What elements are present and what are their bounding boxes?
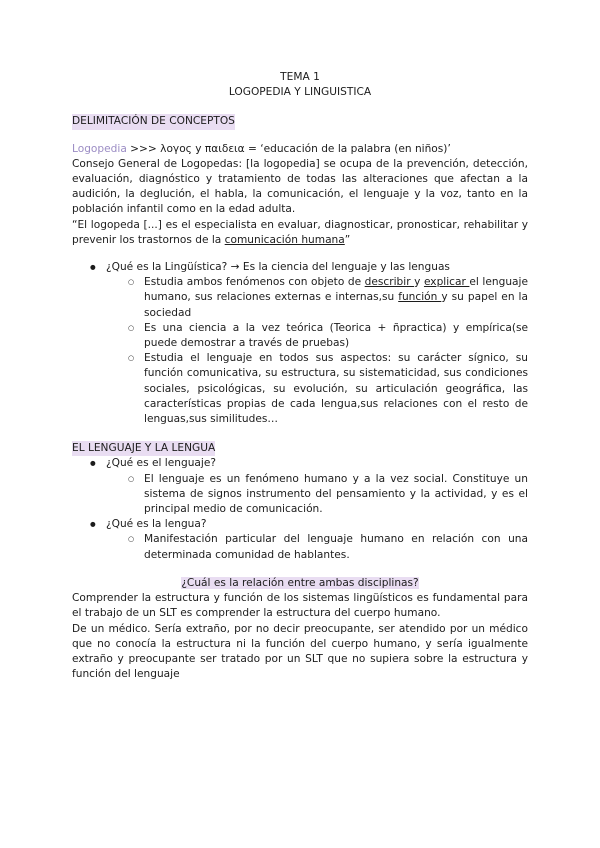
quote-end: ”: [344, 233, 351, 246]
logopedia-term: Logopedia: [72, 142, 127, 155]
sub1-text: y: [414, 276, 424, 289]
etymology-definition: >>> λογος y παιδεια = ‘educación de la palabra (en niños)’: [126, 142, 451, 155]
document-header: [72, 70, 528, 100]
list-item: [72, 321, 528, 351]
underlined-describir: describir: [364, 276, 415, 289]
sub1-text: Estudia ambos fenómenos con objeto de: [144, 276, 365, 289]
section-heading-relacion: ¿Cuál es la relación entre ambas disciplinas?: [181, 576, 419, 589]
sub1-text: el lenguaje humano, sus relaciones externas e internas,su: [144, 276, 528, 304]
quote-underlined: comunicación humana: [224, 233, 345, 246]
sub2-text: Es una ciencia a la vez teórica (Teorica + ñpractica) y empírica(se puede demostrar a través de pruebas): [144, 321, 528, 350]
sub1-text: y su papel en la sociedad: [144, 291, 528, 319]
quote-start: “El logopeda [...] es el especialista en evaluar, diagnosticar, pronosticar, rehabilitar y prevenir los trastornos de la: [72, 218, 528, 246]
section-relacion: [72, 576, 528, 682]
section-delimitacion: [72, 100, 528, 427]
list-item: [72, 532, 528, 562]
bullet-linguistica: ¿Qué es la Lingüística? → Es la ciencia del lenguaje y las lenguas: [106, 261, 450, 274]
relacion-paragraph-1: Comprender la estructura y función de los sistemas lingüísticos es fundamental para el trabajo de un SLT es comprender la estructura del cuerpo humano.: [72, 592, 528, 620]
question-lenguaje: ¿Qué es el lenguaje?: [106, 457, 216, 470]
lenguaje-list: [72, 456, 528, 562]
list-item: [72, 260, 528, 275]
answer-lengua: Manifestación particular del lenguaje humano en relación con una determinada comunidad de hablantes.: [144, 533, 528, 561]
document-title: TEMA 1: [280, 71, 320, 83]
underlined-explicar: explicar: [423, 276, 470, 289]
section-heading-delimitacion: DELIMITACIÓN DE CONCEPTOS: [72, 114, 235, 129]
underlined-funcion: función: [398, 291, 442, 304]
list-item: [72, 456, 528, 471]
list-item: [72, 351, 528, 427]
consejo-paragraph: Consejo General de Logopedas: [la logopedia] se ocupa de la prevención, detección, evaluación, diagnóstico y tratamiento de todas las alteraciones que afectan a la audición, la deglución, el habla, la comunicación, el lenguaje y la voz, tanto en la población infantil como en la edad adulta.: [72, 157, 528, 216]
list-item: [72, 472, 528, 518]
logopeda-quote: [72, 218, 528, 248]
answer-lenguaje: El lenguaje es un fenómeno humano y a la vez social. Constituye un sistema de signos instrumento del pensamiento y la actividad, y es el principal medio de comunicación.: [144, 472, 528, 516]
etymology-line: [72, 142, 528, 157]
section-heading-lenguaje: EL LENGUAJE Y LA LENGUA: [72, 441, 215, 456]
sub3-text: Estudia el lenguaje en todos sus aspectos: su carácter sígnico, su función comunicativa, su estructura, su sistematicidad, sus condiciones sociales, psicológicas, su evolución, su articulación geográfica, las características propias de cada lengua,sus relaciones con el resto de lenguas,sus similitudes…: [144, 352, 528, 426]
linguistica-list: [72, 260, 528, 427]
relacion-paragraph-2: De un médico. Sería extraño, por no decir preocupante, ser atendido por un médico que no conocía la estructura ni la función del cuerpo humano, y sería igualmente extraño y preocupante ser tratado por un SLT que no supiera sobre la estructura y función del lenguaje: [72, 622, 528, 681]
list-item: [72, 275, 528, 321]
list-item: [72, 517, 528, 532]
section-lenguaje-lengua: [72, 427, 528, 563]
document-subtitle: LOGOPEDIA Y LINGUISTICA: [228, 86, 372, 99]
question-lengua: ¿Qué es la lengua?: [106, 518, 207, 531]
